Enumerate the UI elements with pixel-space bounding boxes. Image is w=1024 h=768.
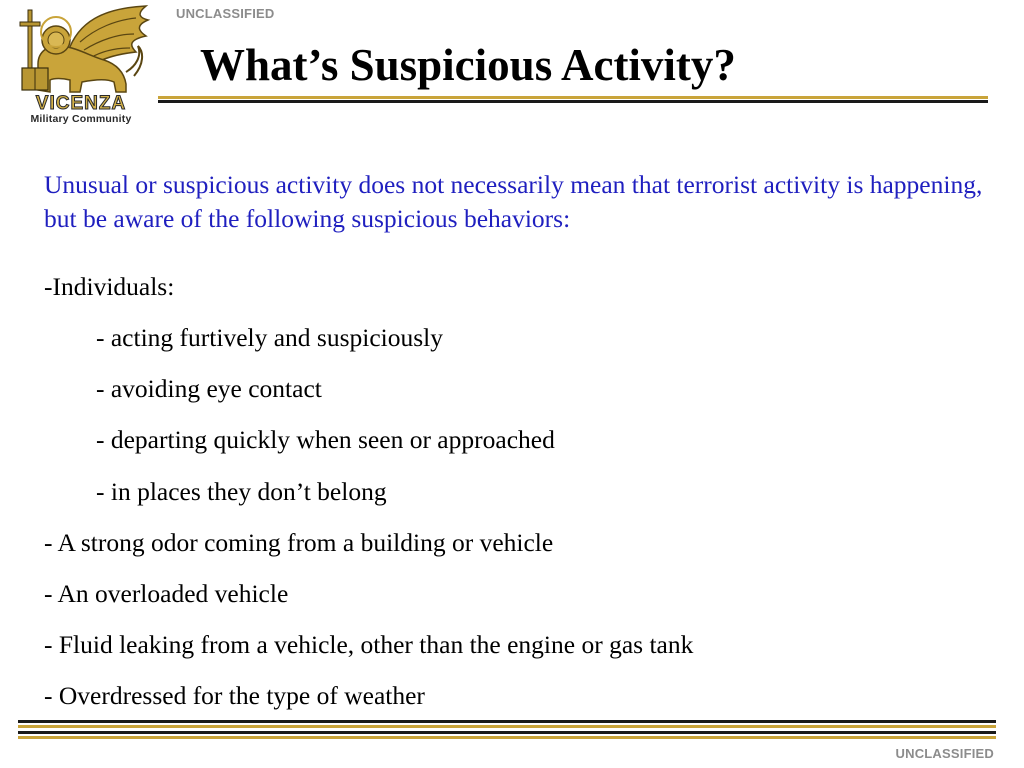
list-item-departing-quickly: - departing quickly when seen or approached [96,425,555,454]
list-item-fluid-leaking: - Fluid leaking from a vehicle, other than the engine or gas tank [44,630,694,659]
slide-title: What’s Suspicious Activity? [200,40,736,90]
logo-subtitle: Military Community [30,113,132,125]
list-item-overloaded-vehicle: - An overloaded vehicle [44,579,289,608]
intro-paragraph: Unusual or suspicious activity does not necessarily mean that terrorist activity is happening, but be aware of the following suspicious behaviors: [44,170,983,233]
logo-title: VICENZA [35,93,127,114]
list-item-avoiding-eye-contact: - avoiding eye contact [96,374,322,403]
list-item-places-dont-belong: - in places they don’t belong [96,477,387,506]
list-item-strong-odor: - A strong odor coming from a building or vehicle [44,528,554,557]
winged-lion-icon [8,2,154,98]
list-item-individuals: -Individuals: [44,272,175,301]
vicenza-logo [8,2,154,130]
classification-bottom: UNCLASSIFIED [895,746,994,761]
classification-top: UNCLASSIFIED [176,6,275,21]
list-item-overdressed: - Overdressed for the type of weather [44,681,425,710]
list-item-acting-furtively: - acting furtively and suspiciously [96,323,444,352]
